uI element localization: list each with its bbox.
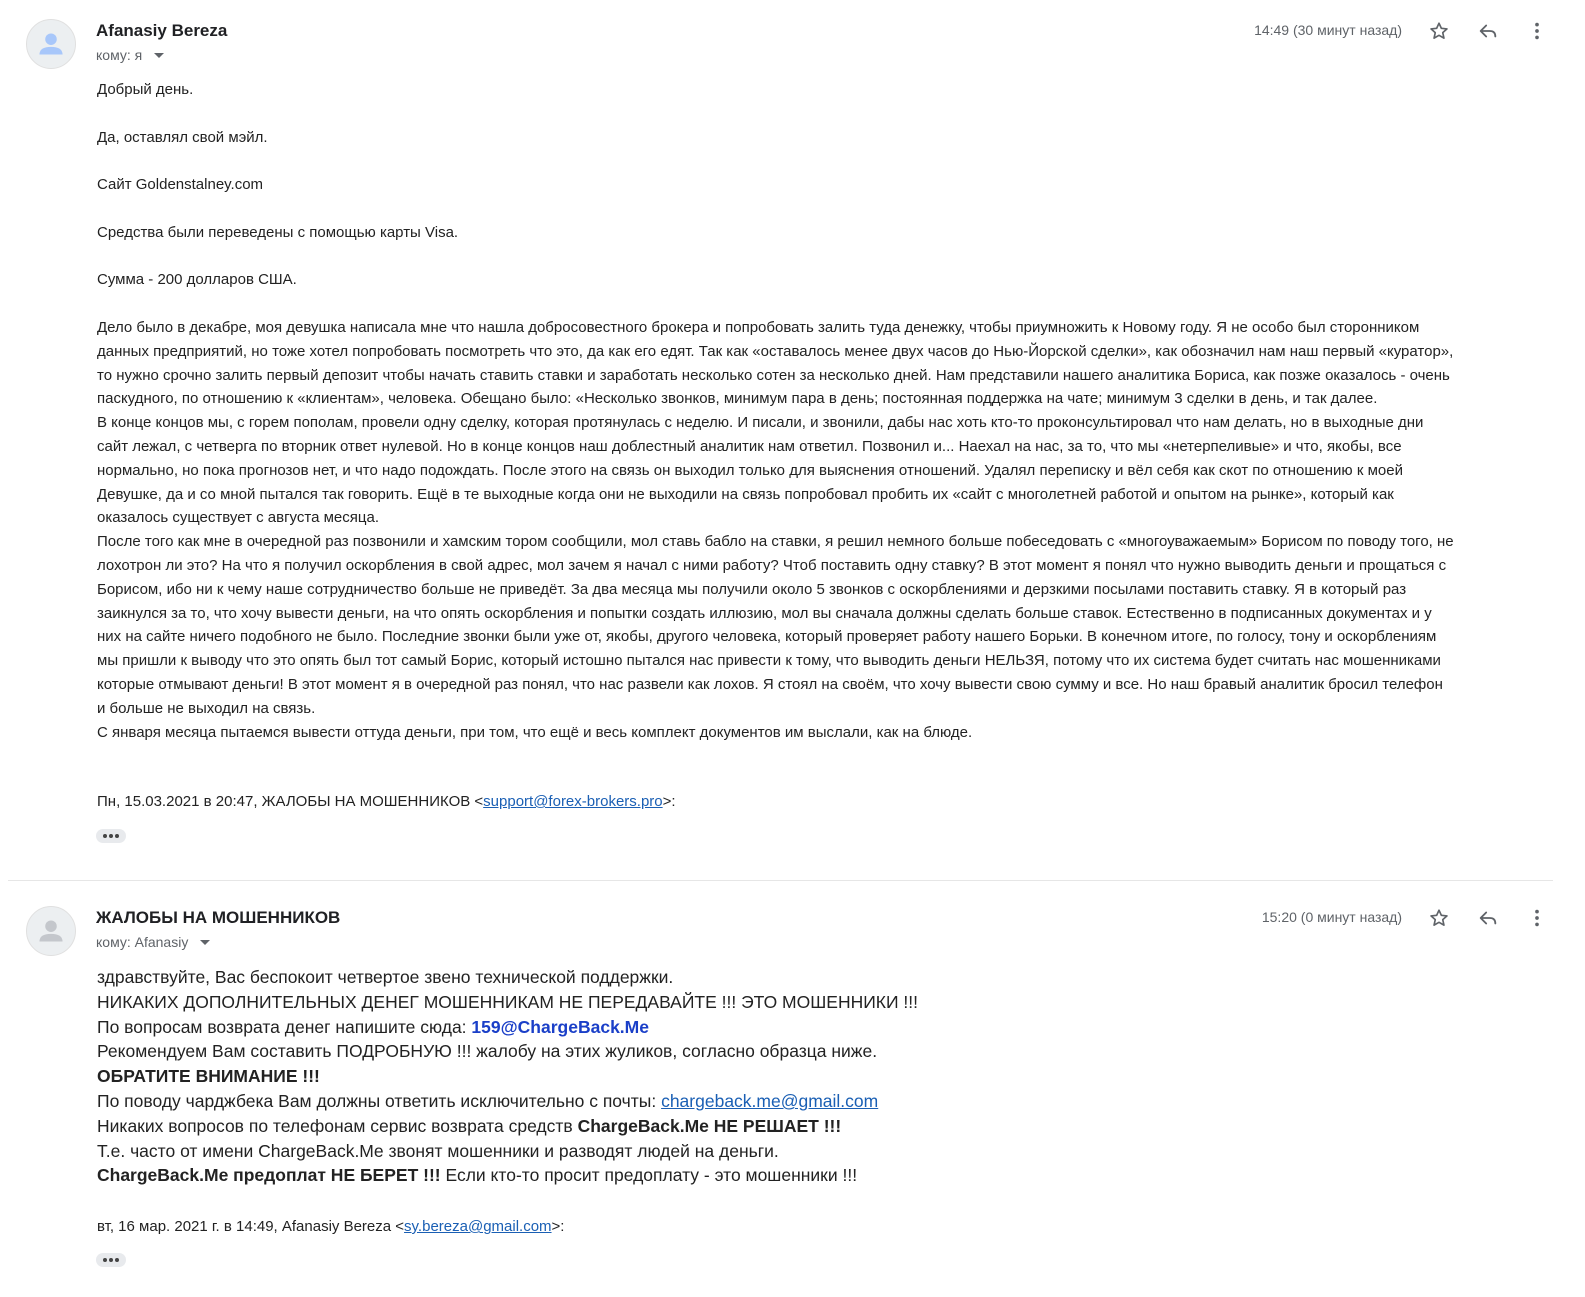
avatar[interactable] <box>26 19 76 69</box>
quote-email-link[interactable]: support@forex-brokers.pro <box>483 793 663 810</box>
more-vert-icon <box>1526 907 1548 929</box>
recipient-label: кому: Afanasiy <box>96 934 189 950</box>
star-icon <box>1428 907 1450 929</box>
sender-name[interactable]: Afanasiy Bereza <box>96 21 228 40</box>
story-line: то нужно срочно залить первый депозит чтобы начать ставить ставки и заработать несколько сотен за несколько дней. Нам представили нашего аналитика Бориса, как позже оказалось - очень <box>97 366 1450 384</box>
body-text: По вопросам возврата денег напишите сюда: <box>97 1016 472 1037</box>
reply-icon <box>1477 907 1499 929</box>
story-line: нормально, но пока прогнозов нет, и что надо подождать. После этого на связь он выходил только для выяснения отношений. Удалял переписку и вёл себя как скот по отношению к моей <box>97 461 1403 479</box>
message-time: 15:20 (0 минут назад) <box>1261 909 1402 925</box>
body-line: Т.е. часто от имени ChargeBack.Me звонят мошенники и разводят людей на деньги. <box>97 1140 779 1161</box>
show-trimmed-content-button[interactable] <box>96 1253 126 1267</box>
reply-button[interactable] <box>1474 17 1502 45</box>
star-button[interactable] <box>1425 904 1453 932</box>
quote-suffix: >: <box>662 793 676 810</box>
reply-button[interactable] <box>1474 904 1502 932</box>
story-line: Дело было в декабре, моя девушка написала мне что нашла добросовестного брокера и попробовать залить туда денежку, чтобы приумножить к Новому году. Я не особо был сторонником <box>97 318 1420 336</box>
story-line: мы пришли к выводу что это опять был тот самый Борис, который истошно пытался нас привести к тому, что выводить деньги НЕЛЬЗЯ, потому что их система будет считать нас мошенниками <box>97 652 1441 670</box>
more-options-button[interactable] <box>1523 17 1551 45</box>
avatar[interactable] <box>26 906 76 956</box>
bold-text: ChargeBack.Me предоплат НЕ БЕРЕТ !!! <box>97 1165 441 1186</box>
message-body <box>97 965 1497 1188</box>
story-line: и больше не выходил на связь. <box>97 699 316 717</box>
body-paragraph: Сумма - 200 долларов США. <box>97 271 297 289</box>
quote-header <box>97 793 676 810</box>
story-line: Девушке, да и со мной пытался так говорить. Ещё в те выходные когда они не выходили на связь попробовал пробить их «сайт с многолетней работой и опытом на рынке», который как <box>97 485 1394 503</box>
story-line: После того как мне в очередной раз позвонили и хамским тором сообщили, мол ставь бабло на ставки, я решил немного больше побеседовать с «многоуважаемым» Борисом по поводу того, не <box>97 533 1454 551</box>
body-text: Если кто-то просит предоплату - это мошенники !!! <box>440 1165 858 1186</box>
story-line: В конце концов мы, с горем пополам, провели одну сделку, которая протянулась с неделю. И писали, и звонили, дабы нас хоть кто-то проконсультировал что нам делать, но в выходные дни <box>97 414 1424 432</box>
body-line <box>97 1015 1497 1040</box>
message-time: 14:49 (30 минут назад) <box>1254 22 1402 38</box>
bold-text: ChargeBack.Me НЕ РЕШАЕТ !!! <box>577 1115 842 1136</box>
message-divider <box>8 880 1553 881</box>
body-line-bold <box>97 1064 1497 1089</box>
more-vert-icon <box>1526 20 1548 42</box>
story-text <box>97 316 1555 744</box>
body-line <box>97 1163 1497 1188</box>
story-line: сайт лежал, с четверга по вторник ответ нулевой. Но в конце концов наш доблестный аналитик нам ответил. Позвонил и... Наехал на нас, за то, что мы «нетерпеливые» и что, якобы, все <box>97 437 1402 455</box>
quote-prefix: Пн, 15.03.2021 в 20:47, ЖАЛОБЫ НА МОШЕННИКОВ < <box>97 793 484 810</box>
chevron-down-icon[interactable] <box>200 940 210 945</box>
quote-header <box>97 1218 564 1235</box>
story-line: которые отмывают деньги! В этот момент я в очередной раз понял, что нас развели как лохов. Я стоял на своём, что хочу вывести свою сумму и все. Но наш бравый аналитик бросил телефон <box>97 675 1443 693</box>
quote-email-link[interactable]: sy.bereza@gmail.com <box>404 1218 552 1235</box>
more-options-button[interactable] <box>1523 904 1551 932</box>
star-icon <box>1428 20 1450 42</box>
story-line: заикнулся за то, что хочу вывести деньги, на что опять оскорбления и попытки создать иллюзию, мол вы сначала должны сделать больше ставок. Естественно в подписанных документах и у <box>97 604 1432 622</box>
chevron-down-icon[interactable] <box>154 53 164 58</box>
story-line: Борисом, ибо ни к чему наше сотрудничество больше не приведёт. За два месяца мы получили около 5 звонков с оскорблениями и дерзкими посылами поставить ставку. Я в который раз <box>97 580 1407 598</box>
body-text: Никаких вопросов по телефонам сервис возврата средств <box>97 1115 578 1136</box>
body-text: По поводу чарджбека Вам должны ответить исключительно с почты: <box>97 1090 662 1111</box>
recipient-line[interactable] <box>96 47 164 63</box>
story-line: данных предприятий, но тоже хотел попробовать посмотреть что это, да как его едят. Так как «оставалось менее двух часов до Нью-Йорской сделки», как обозначил нам наш первый «куратор», <box>97 342 1454 360</box>
star-button[interactable] <box>1425 17 1453 45</box>
quote-prefix: вт, 16 мар. 2021 г. в 14:49, Afanasiy Bereza < <box>97 1218 405 1235</box>
person-icon <box>27 906 75 956</box>
recipient-line[interactable] <box>96 934 210 950</box>
story-line: оказалось существует с августа месяца. <box>97 509 379 527</box>
story-line: паскудного, по отношению к «клиентам», человека. Обещано было: «Несколько звонков, минимум пара в день; постоянная поддержка на чате; минимум 3 сделки в день, и так далее. <box>97 390 1378 408</box>
story-line: них на сайте ничего подобного не было. Последние звонки были уже от, якобы, другого человека, который проверяет работу нашего Борьки. В конечном итоге, по голосу, тону и оскорблениям <box>97 628 1437 646</box>
body-line: здравствуйте, Вас беспокоит четвертое звено технической поддержки. <box>97 967 674 987</box>
chargeback-gmail-link[interactable]: chargeback.me@gmail.com <box>661 1090 879 1111</box>
body-paragraph: Да, оставлял свой мэйл. <box>97 128 268 146</box>
sender-name[interactable]: ЖАЛОБЫ НА МОШЕННИКОВ <box>96 908 341 927</box>
body-line <box>97 1089 1497 1114</box>
attention-text: ОБРАТИТЕ ВНИМАНИЕ !!! <box>97 1066 320 1087</box>
quote-suffix: >: <box>551 1218 565 1235</box>
body-line: Рекомендуем Вам составить ПОДРОБНУЮ !!! жалобу на этих жуликов, согласно образца ниже. <box>97 1041 878 1062</box>
body-line: НИКАКИХ ДОПОЛНИТЕЛЬНЫХ ДЕНЕГ МОШЕННИКАМ НЕ ПЕРЕДАВАЙТЕ !!! ЭТО МОШЕННИКИ !!! <box>97 991 919 1012</box>
show-trimmed-content-button[interactable] <box>96 829 126 843</box>
story-line: лохотрон ли это? На что я получил оскорбления в свой адрес, мол зачем я начал с ними работу? Чтоб поставить одну ставку? В этот момент я понял что нужно выводить деньги и прощаться с <box>97 556 1447 574</box>
body-paragraph: Сайт Goldenstalney.com <box>97 176 264 194</box>
story-line: С января месяца пытаемся вывести оттуда деньги, при том, что ещё и весь комплект документов им выслали, как на блюде. <box>97 723 973 741</box>
body-paragraph: Средства были переведены с помощью карты Visa. <box>97 223 459 241</box>
greeting: Добрый день. <box>97 81 194 98</box>
body-line <box>97 1114 1497 1139</box>
person-icon <box>27 19 75 69</box>
chargeback-email[interactable]: 159@ChargeBack.Me <box>471 1016 649 1037</box>
recipient-label: кому: я <box>96 47 143 63</box>
reply-icon <box>1477 20 1499 42</box>
message-body <box>97 78 1555 744</box>
